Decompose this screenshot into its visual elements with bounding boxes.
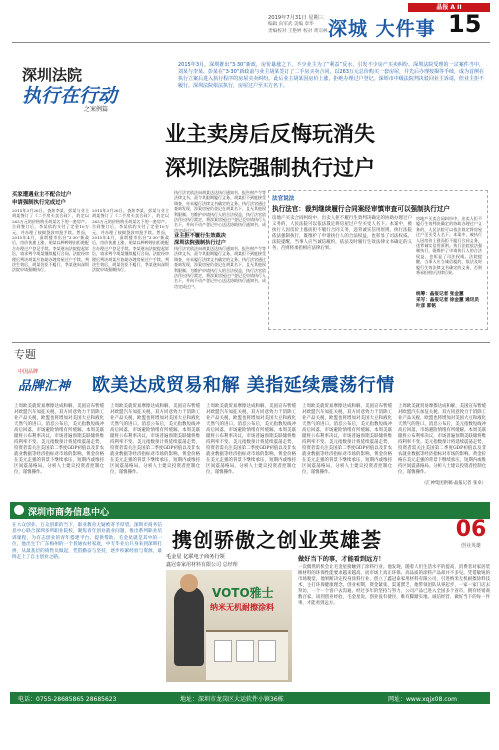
judge-subheading: 执行法官：裁判继续履行合同案经审慎审查可以强制执行过户 [272,205,451,213]
topic-label: 专题 [14,348,36,361]
issue-badge [452,518,490,552]
mid-heading-2: 深圳法院强制执行过户 [174,240,226,246]
photo-bucket-2 [236,640,254,662]
bottom-banner [10,502,490,519]
paper-brand-badge: 晶报 A II [408,3,490,12]
bottom-brand: 深圳市商务信息中心 [28,508,110,518]
topic-divider [12,342,490,343]
column-title-line1: 深圳法院 [22,66,83,84]
headline-line2: 深圳法院强制执行过户 [165,156,375,180]
case-body-cont: 2015年3月26日，查炫李某、彭某与业主胡某签订了《二手房买卖合同》，约定以263万元的价格购买胡某名下的一套房产。合同签订后，李某依约支付了定金10万元，并办理了按揭贷款审批手续。然而，2015年4月，深圳楼市出台“3·30”新政后，房价快速上涨，胡某以种种理由拒绝配合办理过户登记手续。李某遂向法院提起诉讼，请求判令胡某继续履行合同。法院经审理后判决胡某应协助办理房屋过户手续。判决生效后，胡某仍拒不履行，李某遂向深圳法院申请强制执行。 [92,208,169,273]
topic-logo [18,368,84,398]
mid-body-top: 执行法官依法向胡某送达执行通知书、报告财产令等法律文书，责令其限期履行义务。胡某拒不到庭接受调查，亦未履行法律文书确定的义务。执行法官通过查询发现，涉案房屋仍登记在胡某名下，且无其他权利限制。为维护申请执行人的合法权益，执行法官依法作出执行裁定，将涉案房屋过户登记至申请执行人名下，并向不动产登记中心送达协助执行通知书，成功完成过户。 [174,190,266,233]
issue-label: 创业英雄 [460,543,481,549]
main-headline [60,118,480,182]
case-heading-2: 申请强制执行完成过户 [12,200,66,206]
topic-body-1: 上周欧美就贸易摩擦达成和解，美国宣布暂缓对欧盟汽车加征关税，双方同意致力于消除工业产品关税，欧盟也将增加对美国大豆和液化天然气的进口。消息公布后，美元指数短线冲高后回落，市场避险情绪有所缓解。本周美联储将公布利率决议，市场普遍预期美联储将维持利率不变。美元指数预计将延续震荡走势，投资者需关注美国第二季度GDP初值以及非农就业数据等经济指标对市场的影响。黄金价格在美元走强的背景下继续承压，短期内或维持区间震荡格局。分析人士建议投资者控制仓位，谨慎操作。 [14,404,104,475]
mid-column [174,190,266,330]
bottom-headline: 携创骄傲之创业英雄荟 [172,528,382,552]
photo-person [174,586,204,666]
case-heading-1: 买家遭遇业主不配合过户 [12,192,72,198]
topic-logo-top: 中国品牌 [18,369,39,375]
photo-bucket-1 [214,640,232,662]
judge-body: 房地产买卖合同纠纷中，出卖人拒不履行生效判决确定的协助办理过户义务的，人民法院可以依法裁定将房屋过户至买受人名下。本案中，被执行人因房价上涨而拒不履行合同义务，违背诚实信用原则。执行法院依法强制执行，既维护了申请执行人的合法权益，也彰显了司法权威。法院提醒，当事人应当诚信履约，依法及时履行生效法律文书确定的义务，否则将承担相应法律后果。 [272,216,412,251]
topic-credit: （汇神集团供稿·晶报记者 张卓） [421,481,486,486]
page-number: 15 [448,10,482,38]
topic-body-2: 上周欧美就贸易摩擦达成和解，美国宣布暂缓对欧盟汽车加征关税，双方同意致力于消除工业产品关税，欧盟也将增加对美国大豆和液化天然气的进口。消息公布后，美元指数短线冲高后回落，市场避险情绪有所缓解。本周美联储将公布利率决议，市场普遍预期美联储将维持利率不变。美元指数预计将延续震荡走势，投资者需关注美国第二季度GDP初值以及非农就业数据等经济指标对市场的影响。黄金价格在美元走强的背景下继续承压，短期内或维持区间震荡格局。分析人士建议投资者控制仓位，谨慎操作。 [110,404,200,475]
topic-headline: 欧美达成贸易和解 美指延续震荡行情 [92,375,395,396]
headline-line1: 业主卖房后反悔玩消失 [165,122,375,146]
mid-heading-1: 业主拒不履行生效裁决 [174,233,226,239]
topic-body-5: 上周欧美就贸易摩擦达成和解，美国宣布暂缓对欧盟汽车加征关税，双方同意致力于消除工业产品关税，欧盟也将增加对美国大豆和液化天然气的进口。消息公布后，美元指数短线冲高后回落，市场避险情绪有所缓解。本周美联储将公布利率决议，市场普遍预期美联储将维持利率不变。美元指数预计将延续震荡走势，投资者需关注美国第二季度GDP初值以及非农就业数据等经济指标对市场的影响。黄金价格在美元走强的背景下继续承压，短期内或维持区间震荡格局。分析人士建议投资者控制仓位，谨慎操作。 [398,404,486,475]
topic-logo-main: 品牌汇神 [18,379,71,394]
column-logo [22,64,134,114]
bottom-body: 一次偶然的机会让毛金星接触到了涂料行业。他发现，随着人们生活水平的提高，消费者对家居装修材料的环保性能要求越来越高，而市场上真正环保、高品质的涂料产品却并不多见。凭借敏锐的市场嗅觉，他果断决定投身涂料行业，创立了鑫冠泰家用材料有限公司，引进纳米无机耐擦涂料技术，主打环保健康理念。创业初期，资金紧张、渠道匮乏，他带领团队从零起步，一家一家门店去拜访，一个一个客户去沟通。经过多年的坚持与努力，公司产品已进入全国多个省市，拥有经销商数百家。谈到创业经验，毛金星说，创业没有捷径，唯有脚踏实地、诚信经营，做好当下的每一件事，才能看到远方。 [298,565,490,606]
editor-line-2: 责编校对 王艳婷 校对 黄宗林 [268,29,328,34]
issue-number: 06 [455,517,487,542]
topic-body-3: 上周欧美就贸易摩擦达成和解，美国宣布暂缓对欧盟汽车加征关税，双方同意致力于消除工业产品关税，欧盟也将增加对美国大豆和液化天然气的进口。消息公布后，美元指数短线冲高后回落，市场避险情绪有所缓解。本周美联储将公布利率决议，市场普遍预期美联储将维持利率不变。美元指数预计将延续震荡走势，投资者需关注美国第二季度GDP初值以及非农就业数据等经济指标对市场的影响。黄金价格在美元走强的背景下继续承压，短期内或维持区间震荡格局。分析人士建议投资者控制仓位，谨慎操作。 [206,404,296,475]
column-subtitle: 之案例篇 [84,106,109,113]
footer-bar [10,692,490,704]
bottom-brand-icon [14,505,24,515]
profile-sub: 鑫冠泰家用材料有限公司 总经理 [166,562,238,568]
section-title: 深城 大件事 [328,18,436,40]
judge-body-cont: 房地产买卖合同纠纷中，出卖人拒不履行生效判决确定的协助办理过户义务的，人民法院可以依法裁定将房屋过户至买受人名下。本案中，被执行人因房价上涨而拒不履行合同义务，违背诚实信用原则。执行法院依法强制执行，既维护了申请执行人的合法权益，也彰显了司法权威。法院提醒，当事人应当诚信履约，依法及时履行生效法律文书确定的义务，否则将承担相应法律后果。 [416,216,482,276]
masthead-rule [12,42,490,43]
column-title-line2: 执行在行动 [22,85,118,107]
judge-heading: 法官说法 [272,196,295,202]
footer-phone: 电话：0755-28685865 28685623 [18,696,117,703]
bottom-intro: 在大众创业、万众创新的当下，职业教育无疑被寄予厚望。深圳市商务信息中心联合深圳多所职业院校，聚焦青年创业就业问题，推出系列职业培训课程，为有志创业的青年搭建平台、提供帮助。毛金星就是其中的一位，他出生于广东梅州的一个普通农村家庭，中专毕业后只身来到深圳打拼，从最基层的销售员做起，凭借勤奋与坚持，逐步积累经验与资源，最终走上了自主创业之路。 [12,523,162,561]
case-column [12,190,170,330]
profile-name: 毛金星 亿联电子商务行领 [166,554,225,560]
date-line: 2019年7月31日 星期三 [268,15,324,21]
photo-bucket-3 [258,640,276,662]
brand-logo: VOTO雅士 [212,586,274,600]
lead-paragraph: 2015年3月，深圳推出“3·30”新政，房价暴涨之下，不少业主为了“利益”反水，引发不少房产买卖纠纷。深圳法院受理的一宗案件当中，刘某与李某、彭某在“3·30”新政前与业主胡某签订了二手房买卖合同，以263万元总价购买一套房屋，并先后办理按揭等手续，成为首例在执行立案后进入执行程序的房屋买卖纠纷。此后业主胡某因房价上涨，拒绝办理过户登记。深圳市中级法院判决驳回业主诉请，但业主拒不履行。深圳法院依法执行，房屋过户至买方名下。 [178,62,484,89]
judge-box [268,190,488,330]
quote: 做好当下的事，才能看到远方！ [298,556,385,563]
mid-body: 执行法官依法向胡某送达执行通知书、报告财产令等法律文书，责令其限期履行义务。胡某拒不到庭接受调查，亦未履行法律文书确定的义务。执行法官通过查询发现，涉案房屋仍登记在胡某名下，且无其他权利限制。为维护申请执行人的合法权益，执行法官依法作出执行裁定，将涉案房屋过户登记至申请执行人名下，并向不动产登记中心送达协助执行通知书，成功完成过户。 [174,246,266,289]
topic-body-4: 上周欧美就贸易摩擦达成和解，美国宣布暂缓对欧盟汽车加征关税，双方同意致力于消除工业产品关税，欧盟也将增加对美国大豆和液化天然气的进口。消息公布后，美元指数短线冲高后回落，市场避险情绪有所缓解。本周美联储将公布利率决议，市场普遍预期美联储将维持利率不变。美元指数预计将延续震荡走势，投资者需关注美国第二季度GDP初值以及非农就业数据等经济指标对市场的影响。黄金价格在美元走强的背景下继续承压，短期内或维持区间震荡格局。分析人士建议投资者控制仓位，谨慎操作。 [302,404,392,475]
product-photo [166,570,292,682]
footer-address: 地址：深圳市龙岗区大运软件小镇36栋 [180,696,284,703]
brand-tagline: 纳米无机耐擦涂料 [210,603,274,612]
masthead [0,0,499,52]
topic-columns [14,404,490,490]
footer-website: 网址：www.xqjx08.com [388,696,458,703]
photo-person-head [180,574,198,592]
judge-credits: 统筹：晶报记者 张金蕙 采写：晶报记者 徐金蕙 通讯员 叶彦 郭铭 [416,292,479,310]
editor-line-1: 编辑 向军武 美编 章华 [268,22,314,27]
case-body: 2015年3月26日，查炫李某、彭某与业主胡某签订了《二手房买卖合同》，约定以263万元的价格购买胡某名下的一套房产。合同签订后，李某依约支付了定金10万元，并办理了按揭贷款审批手续。然而，2015年4月，深圳楼市出台“3·30”新政后，房价快速上涨，胡某以种种理由拒绝配合办理过户登记手续。李某遂向法院提起诉讼，请求判令胡某继续履行合同。法院经审理后判决胡某应协助办理房屋过户手续。判决生效后，胡某仍拒不履行，李某遂向深圳法院申请强制执行。 [12,208,89,273]
